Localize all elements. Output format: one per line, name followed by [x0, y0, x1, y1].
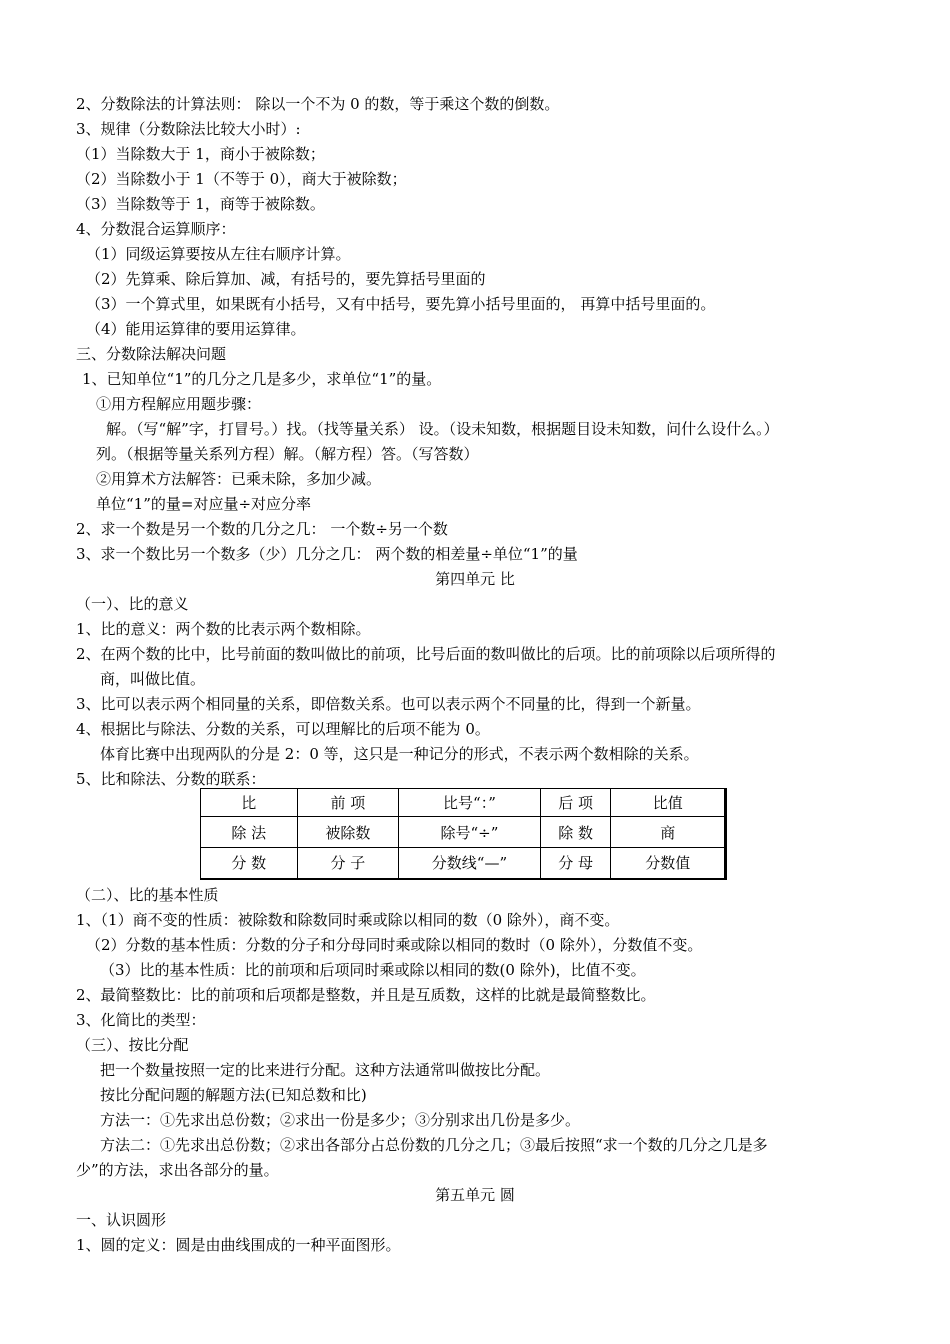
text-line: 方法一：①先求出总份数；②求出一份是多少；③分别求出几份是多少。 [100, 1111, 581, 1129]
text-line: 按比分配问题的解题方法(已知总数和比) [100, 1086, 367, 1104]
text-line: （一）、比的意义 [76, 595, 189, 613]
table-row [201, 817, 726, 848]
table-cell: 分数值 [611, 848, 726, 879]
text-line: （2）分数的基本性质：分数的分子和分母同时乘或除以相同的数时（0 除外），分数值不变。 [86, 936, 703, 954]
text-line: 3、化简比的类型： [76, 1011, 206, 1029]
text-line: 2、求一个数是另一个数的几分之几： 一个数÷另一个数 [76, 520, 448, 538]
unit-heading: 第五单元 圆 [435, 1186, 515, 1204]
table-cell: 被除数 [297, 817, 399, 848]
text-line: 一、认识圆形 [76, 1211, 167, 1229]
table-cell: 除 数 [540, 817, 611, 848]
text-line: 体育比赛中出现两队的分是 2：0 等，这只是一种记分的形式，不表示两个数相除的关系。 [100, 745, 699, 763]
text-line: 把一个数量按照一定的比来进行分配。这种方法通常叫做按比分配。 [100, 1061, 551, 1079]
table-cell: 分 母 [540, 848, 611, 879]
text-line: 2、最简整数比：比的前项和后项都是整数，并且是互质数，这样的比就是最简整数比。 [76, 986, 656, 1004]
text-line: 5、比和除法、分数的联系： [76, 770, 266, 788]
unit-heading: 第四单元 比 [435, 570, 515, 588]
text-line: 商，叫做比值。 [100, 670, 206, 688]
table-cell: 商 [611, 817, 726, 848]
table-cell: 比值 [611, 789, 726, 817]
text-line: 2、分数除法的计算法则： 除以一个不为 0 的数，等于乘这个数的倒数。 [76, 95, 560, 113]
text-line: 方法二：①先求出总份数；②求出各部分占总份数的几分之几；③最后按照“求一个数的几分之几是多 [100, 1136, 768, 1154]
text-line: （1）同级运算要按从左往右顺序计算。 [86, 245, 351, 263]
text-line: （3）比的基本性质：比的前项和后项同时乘或除以相同的数(0 除外)，比值不变。 [100, 961, 646, 979]
text-line: （三）、按比分配 [76, 1036, 189, 1054]
text-line: 列。（根据等量关系列方程）解。（解方程）答。（写答数） [96, 445, 479, 463]
text-line: 3、求一个数比另一个数多（少）几分之几： 两个数的相差量÷单位“1”的量 [76, 545, 578, 563]
text-line: 1、（1）商不变的性质：被除数和除数同时乘或除以相同的数（0 除外），商不变。 [76, 911, 620, 929]
text-line: 1、已知单位“1”的几分之几是多少，求单位“1”的量。 [82, 370, 442, 388]
text-line: ①用方程解应用题步骤： [96, 395, 262, 413]
text-line: 4、根据比与除法、分数的关系，可以理解比的后项不能为 0。 [76, 720, 490, 738]
text-line: 4、分数混合运算顺序： [76, 220, 236, 238]
text-line: （2）当除数小于 1（不等于 0），商大于被除数； [76, 170, 407, 188]
text-line: （1）当除数大于 1，商小于被除数； [76, 145, 325, 163]
text-line: 单位“1”的量=对应量÷对应分率 [96, 495, 312, 513]
table-row [201, 848, 726, 879]
text-line: 三、分数除法解决问题 [76, 345, 227, 363]
table-cell: 分 子 [297, 848, 399, 879]
text-line: ②用算术方法解答：已乘未除，多加少减。 [96, 470, 382, 488]
text-line: （2）先算乘、除后算加、减，有括号的，要先算括号里面的 [86, 270, 486, 288]
text-line: 1、比的意义：两个数的比表示两个数相除。 [76, 620, 371, 638]
table-cell: 分 数 [201, 848, 298, 879]
text-line: 2、在两个数的比中，比号前面的数叫做比的前项，比号后面的数叫做比的后项。比的前项除以后项所得的 [76, 645, 776, 663]
text-line: 3、比可以表示两个相同量的关系，即倍数关系。也可以表示两个不同量的比，得到一个新量。 [76, 695, 701, 713]
text-line: （3）一个算式里，如果既有小括号，又有中括号，要先算小括号里面的， 再算中括号里面的。 [86, 295, 716, 313]
table-cell: 后 项 [540, 789, 611, 817]
text-line: 3、规律（分数除法比较大小时）: [76, 120, 301, 138]
table-cell: 比 [201, 789, 298, 817]
table-cell: 除号“÷” [399, 817, 541, 848]
table-cell: 比号“：” [399, 789, 541, 817]
text-line: （二）、比的基本性质 [76, 886, 219, 904]
ratio-comparison-table [200, 788, 727, 880]
table-cell: 除 法 [201, 817, 298, 848]
text-line: （3）当除数等于 1，商等于被除数。 [76, 195, 325, 213]
text-line: 少”的方法，求出各部分的量。 [76, 1161, 279, 1179]
text-line: 解。（写“解”字，打冒号。）找。（找等量关系） 设。（设未知数，根据题目设未知数，问什么设什么。） [106, 420, 779, 438]
table-cell: 分数线“—” [399, 848, 541, 879]
table-cell: 前 项 [297, 789, 399, 817]
text-line: （4）能用运算律的要用运算律。 [86, 320, 306, 338]
text-line: 1、圆的定义：圆是由曲线围成的一种平面图形。 [76, 1236, 401, 1254]
table-row [201, 789, 726, 817]
